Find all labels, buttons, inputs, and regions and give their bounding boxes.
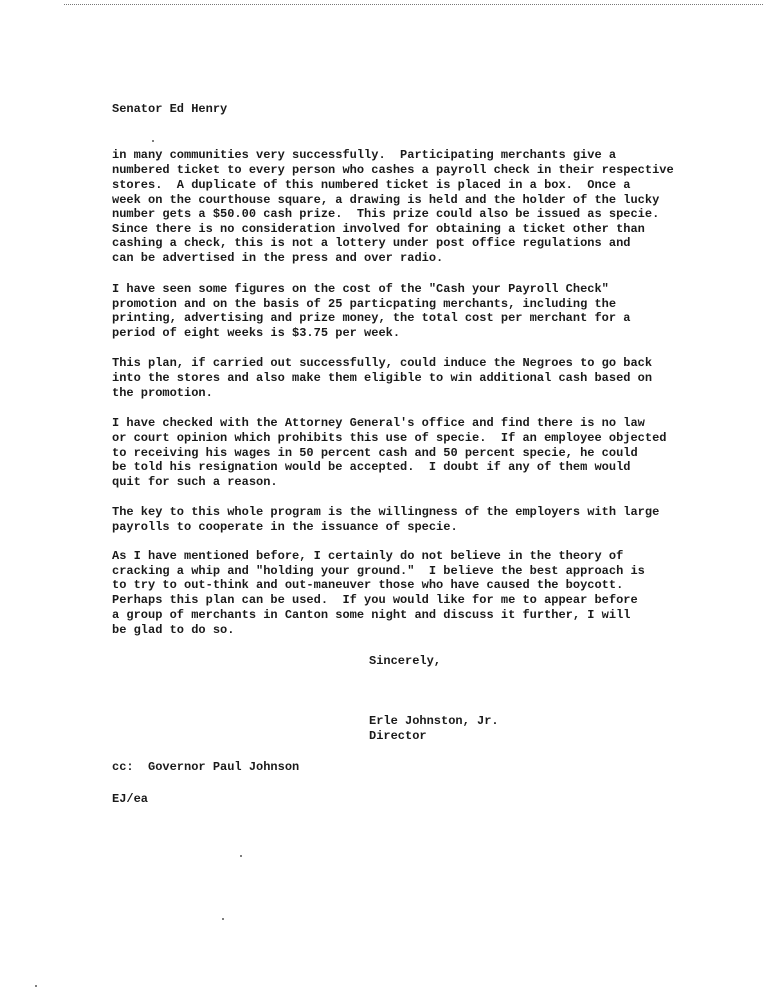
text-line: printing, advertising and prize money, the total cost per merchant for a: [112, 311, 631, 325]
typist-initials: EJ/ea: [112, 792, 149, 806]
scan-speck: [222, 918, 224, 920]
closing: Sincerely,: [369, 654, 442, 668]
text-line: period of eight weeks is $3.75 per week.: [112, 326, 401, 340]
text-line: cashing a check, this is not a lottery under post office regulations and: [112, 236, 631, 250]
text-line: quit for such a reason.: [112, 475, 278, 489]
text-line: Perhaps this plan can be used. If you would like for me to appear before: [112, 593, 638, 607]
text-line: can be advertised in the press and over radio.: [112, 251, 444, 265]
text-line: the promotion.: [112, 386, 213, 400]
text-line: Since there is no consideration involved for obtaining a ticket other than: [112, 222, 645, 236]
text-line: stores. A duplicate of this numbered ticket is placed in a box. Once a: [112, 178, 631, 192]
text-line: The key to this whole program is the willingness of the employers with large: [112, 505, 660, 519]
scan-speck: [152, 140, 154, 142]
text-line: promotion and on the basis of 25 particpating merchants, including the: [112, 297, 617, 311]
signer-name: Erle Johnston, Jr.: [369, 714, 499, 728]
text-line: week on the courthouse square, a drawing is held and the holder of the lucky: [112, 193, 660, 207]
text-line: This plan, if carried out successfully, could induce the Negroes to go back: [112, 356, 653, 370]
text-line: cracking a whip and "holding your ground." I believe the best approach is: [112, 564, 645, 578]
text-line: be glad to do so.: [112, 623, 235, 637]
scan-speck: [35, 985, 37, 987]
text-line: into the stores and also make them eligible to win additional cash based on: [112, 371, 653, 385]
text-line: As I have mentioned before, I certainly do not believe in the theory of: [112, 549, 624, 563]
text-line: numbered ticket to every person who cashes a payroll check in their respective: [112, 163, 674, 177]
text-line: payrolls to cooperate in the issuance of specie.: [112, 520, 458, 534]
page-top-edge: [64, 0, 763, 5]
signer-title: Director: [369, 729, 427, 743]
recipient-header: Senator Ed Henry: [112, 102, 228, 116]
cc-line: cc: Governor Paul Johnson: [112, 760, 300, 774]
text-line: a group of merchants in Canton some night and discuss it further, I will: [112, 608, 631, 622]
text-line: number gets a $50.00 cash prize. This prize could also be issued as specie.: [112, 207, 660, 221]
text-line: I have checked with the Attorney General's office and find there is no law: [112, 416, 645, 430]
scan-speck: [240, 855, 242, 857]
text-line: to receiving his wages in 50 percent cash and 50 percent specie, he could: [112, 446, 638, 460]
text-line: I have seen some figures on the cost of the "Cash your Payroll Check": [112, 282, 609, 296]
text-line: or court opinion which prohibits this use of specie. If an employee objected: [112, 431, 667, 445]
text-line: to try to out-think and out-maneuver those who have caused the boycott.: [112, 578, 624, 592]
text-line: be told his resignation would be accepted. I doubt if any of them would: [112, 460, 631, 474]
text-line: in many communities very successfully. Participating merchants give a: [112, 148, 617, 162]
